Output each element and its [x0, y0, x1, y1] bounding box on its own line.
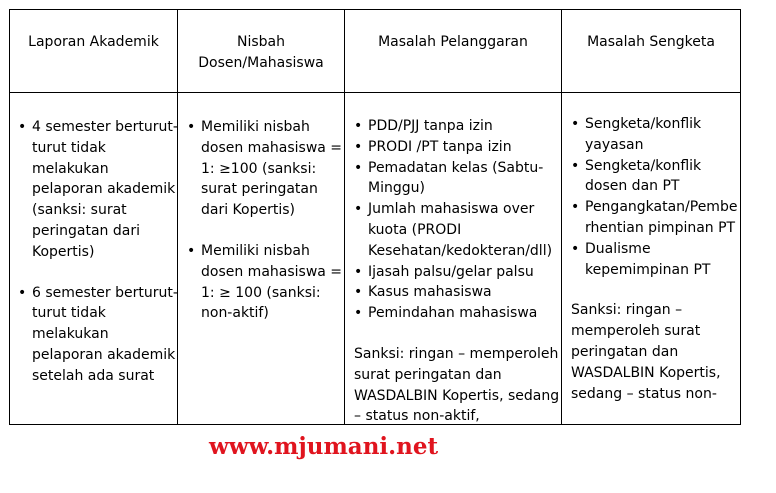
- bullet-icon: •: [571, 199, 580, 216]
- header-masalah-pelanggaran: [345, 10, 561, 94]
- list-item: • 6 semester berturut-turut tidak melakukan pelaporan akademik setelah ada surat: [18, 284, 178, 384]
- list-item: • Pengangkatan/Pemberhentian pimpinan PT: [571, 199, 738, 236]
- nisbah-cell: [179, 96, 345, 424]
- header-label: Dosen/Mahasiswa: [198, 55, 324, 71]
- list-item: • 4 semester berturut-turut tidak melakukan pelaporan akademik (sanksi: surat peringatan dari Kopertis): [18, 119, 178, 260]
- bullet-icon: •: [571, 240, 580, 257]
- list-item: • PDD/PJJ tanpa izin: [354, 116, 562, 137]
- list-item: • Kasus mahasiswa: [354, 282, 562, 303]
- list-item: • Pemindahan mahasiswa: [354, 303, 562, 324]
- list-item: • Memiliki nisbah dosen mahasiswa = 1: ≥100 (sanksi: surat peringatan dari Kopertis): [187, 119, 343, 219]
- bullet-icon: •: [354, 138, 363, 155]
- laporan-akademik-cell: [10, 96, 178, 424]
- list-item: • Memiliki nisbah dosen mahasiswa = 1: ≥ 100 (sanksi: non-aktif): [187, 242, 343, 322]
- bullet-icon: •: [354, 305, 363, 322]
- list-item: • Dualisme kepemimpinan PT: [571, 240, 711, 278]
- header-label: Nisbah: [237, 34, 285, 50]
- list-item: • Jumlah mahasiswa over kuota (PRODI Kesehatan/kedokteran/dll): [354, 201, 553, 259]
- bullet-icon: •: [18, 119, 27, 135]
- sengketa-cell: [563, 96, 740, 424]
- sengketa-list: [571, 114, 740, 280]
- watermark-link[interactable]: www.mjumani.net: [209, 433, 439, 460]
- bullet-icon: •: [354, 201, 363, 218]
- list-item: • Sengketa/konflik dosen dan PT: [571, 157, 702, 195]
- bullet-icon: •: [18, 284, 27, 301]
- header-laporan-akademik: [10, 10, 177, 94]
- header-masalah-sengketa: [562, 10, 740, 94]
- nisbah-list: [187, 117, 345, 324]
- pelanggaran-cell: [346, 96, 562, 424]
- bullet-icon: •: [354, 118, 363, 134]
- header-nisbah: [178, 10, 344, 94]
- bullet-icon: •: [354, 263, 363, 280]
- sanksi-text: Sanksi: ringan – memperoleh surat peringatan dan WASDALBIN Kopertis, sedang – status non-aktif,: [354, 345, 560, 424]
- list-item: • Sengketa/konflik yayasan: [571, 116, 702, 153]
- laporan-list: [18, 117, 178, 387]
- bullet-icon: •: [571, 116, 580, 132]
- regulation-table: [9, 9, 741, 425]
- list-item: • Ijasah palsu/gelar palsu: [354, 262, 562, 283]
- header-label: Masalah Pelanggaran: [378, 34, 528, 50]
- bullet-icon: •: [571, 157, 580, 174]
- bullet-icon: •: [354, 284, 363, 301]
- header-label: Masalah Sengketa: [587, 34, 715, 50]
- bullet-icon: •: [187, 242, 196, 259]
- header-label: Laporan Akademik: [28, 34, 159, 50]
- bullet-icon: •: [187, 119, 196, 135]
- pelanggaran-list: [354, 116, 562, 324]
- sanksi-text: Sanksi: ringan – memperoleh surat peringatan dan WASDALBIN Kopertis, sedang – status non-: [571, 302, 721, 402]
- bullet-icon: •: [354, 159, 363, 176]
- list-item: • PRODI /PT tanpa izin: [354, 137, 562, 158]
- list-item: • Pemadatan kelas (Sabtu-Minggu): [354, 159, 544, 197]
